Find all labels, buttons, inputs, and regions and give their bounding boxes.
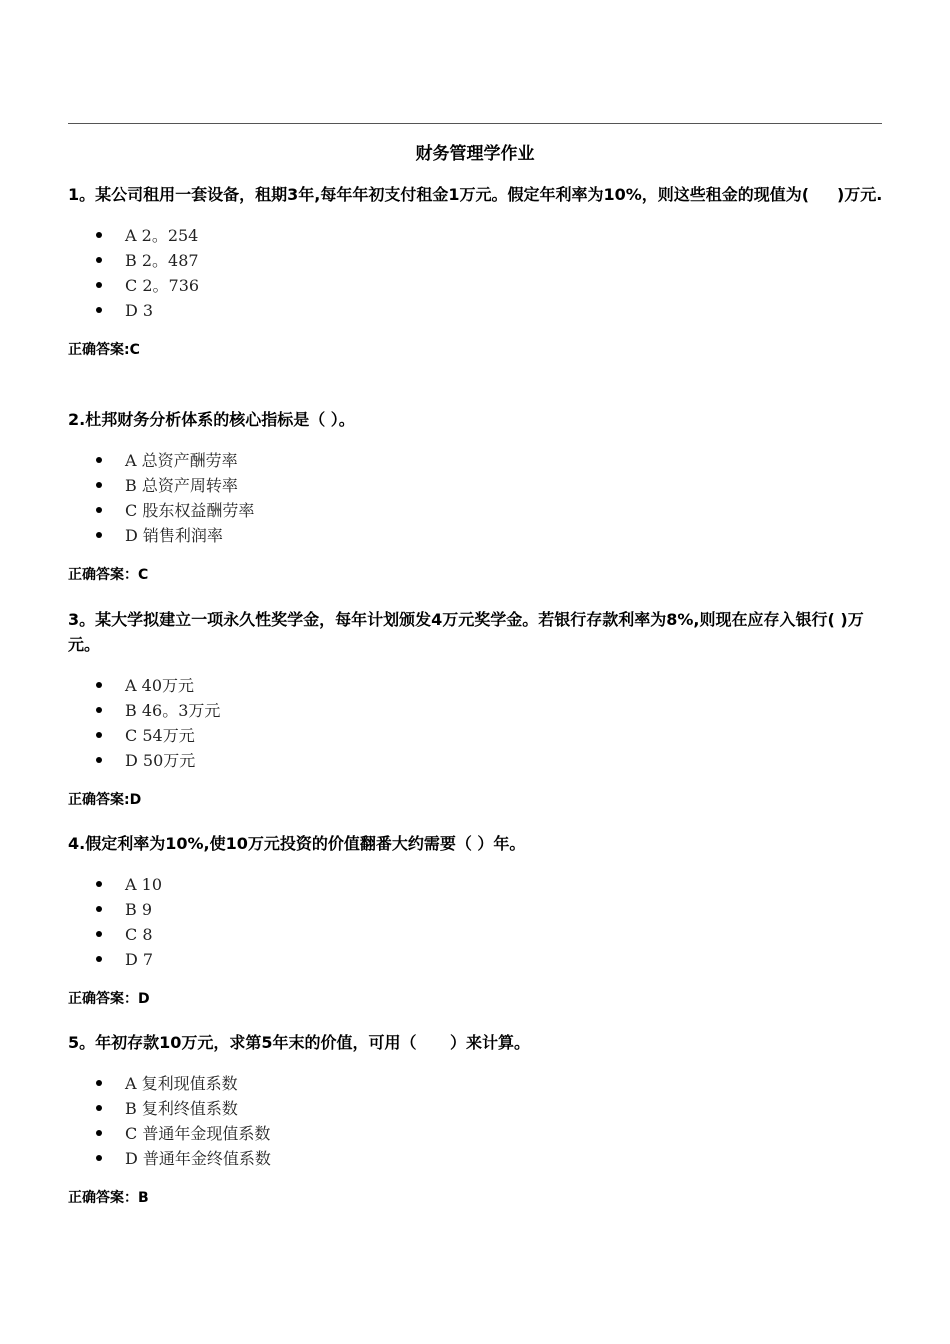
option-list (68, 448, 888, 548)
option-item (68, 273, 888, 298)
option-item (68, 698, 888, 723)
option-item (68, 448, 888, 473)
question-stem: 4.假定利率为10%,使10万元投资的价值翻番大约需要（ ）年。 (68, 834, 526, 853)
option-text: C 股东权益酬劳率 (125, 501, 255, 520)
option-text: B 总资产周转率 (125, 476, 238, 495)
option-text: B 9 (125, 900, 153, 919)
option-text: D 销售利润率 (125, 526, 223, 545)
bullet-icon (96, 682, 102, 688)
question-3 (68, 607, 888, 810)
page-title: 财务管理学作业 (415, 144, 535, 164)
correct-answer: 正确答案：C (68, 567, 149, 583)
option-item (68, 897, 888, 922)
option-text: C 54万元 (125, 726, 195, 745)
option-item (68, 748, 888, 773)
option-item (68, 298, 888, 323)
bullet-icon (96, 232, 102, 238)
bullet-icon (96, 881, 102, 887)
bullet-icon (96, 931, 102, 937)
bullet-icon (96, 507, 102, 513)
bullet-icon (96, 1105, 102, 1111)
option-item (68, 248, 888, 273)
question-1 (68, 182, 888, 360)
option-text: A 2。254 (125, 226, 199, 245)
option-item (68, 673, 888, 698)
bullet-icon (96, 1130, 102, 1136)
question-stem: 2.杜邦财务分析体系的核心指标是（ ）。 (68, 410, 355, 429)
correct-answer: 正确答案：D (68, 991, 150, 1007)
bullet-icon (96, 956, 102, 962)
bullet-icon (96, 307, 102, 313)
bullet-icon (96, 282, 102, 288)
header-rule (68, 123, 882, 124)
bullet-icon (96, 532, 102, 538)
option-list (68, 223, 888, 323)
option-item (68, 1096, 888, 1121)
option-item (68, 1121, 888, 1146)
option-item (68, 498, 888, 523)
correct-answer: 正确答案：B (68, 1190, 149, 1206)
question-5 (68, 1030, 888, 1208)
option-list (68, 1071, 888, 1171)
correct-answer: 正确答案:D (68, 792, 142, 808)
option-item (68, 523, 888, 548)
bullet-icon (96, 1155, 102, 1161)
option-item (68, 223, 888, 248)
option-list (68, 872, 888, 972)
option-text: D 7 (125, 950, 154, 969)
option-text: A 总资产酬劳率 (125, 451, 238, 470)
option-text: C 2。736 (125, 276, 200, 295)
option-item (68, 473, 888, 498)
option-text: D 普通年金终值系数 (125, 1149, 271, 1168)
question-stem: 5。年初存款10万元，求第5年末的价值，可用（ ）来计算。 (68, 1033, 530, 1052)
option-text: C 8 (125, 925, 153, 944)
option-text: B 2。487 (125, 251, 199, 270)
option-item (68, 922, 888, 947)
bullet-icon (96, 757, 102, 763)
option-text: B 46。3万元 (125, 701, 221, 720)
bullet-icon (96, 906, 102, 912)
question-stem: 3。某大学拟建立一项永久性奖学金，每年计划颁发4万元奖学金。若银行存款利率为8%,则现在应存入银行( )万元。 (68, 610, 864, 654)
bullet-icon (96, 732, 102, 738)
correct-answer: 正确答案:C (68, 342, 140, 358)
question-2 (68, 407, 888, 585)
bullet-icon (96, 482, 102, 488)
question-4 (68, 831, 888, 1009)
option-text: A 复利现值系数 (125, 1074, 238, 1093)
option-text: A 40万元 (125, 676, 195, 695)
option-item (68, 1071, 888, 1096)
bullet-icon (96, 257, 102, 263)
bullet-icon (96, 457, 102, 463)
option-item (68, 872, 888, 897)
option-text: C 普通年金现值系数 (125, 1124, 271, 1143)
option-item (68, 723, 888, 748)
option-text: D 3 (125, 301, 154, 320)
option-item (68, 947, 888, 972)
bullet-icon (96, 1080, 102, 1086)
option-item (68, 1146, 888, 1171)
option-text: B 复利终值系数 (125, 1099, 238, 1118)
option-text: A 10 (125, 875, 162, 894)
option-text: D 50万元 (125, 751, 196, 770)
question-stem: 1。某公司租用一套设备，租期3年,每年年初支付租金1万元。假定年利率为10%，则这些租金的现值为( )万元. (68, 185, 883, 204)
option-list (68, 673, 888, 773)
bullet-icon (96, 707, 102, 713)
